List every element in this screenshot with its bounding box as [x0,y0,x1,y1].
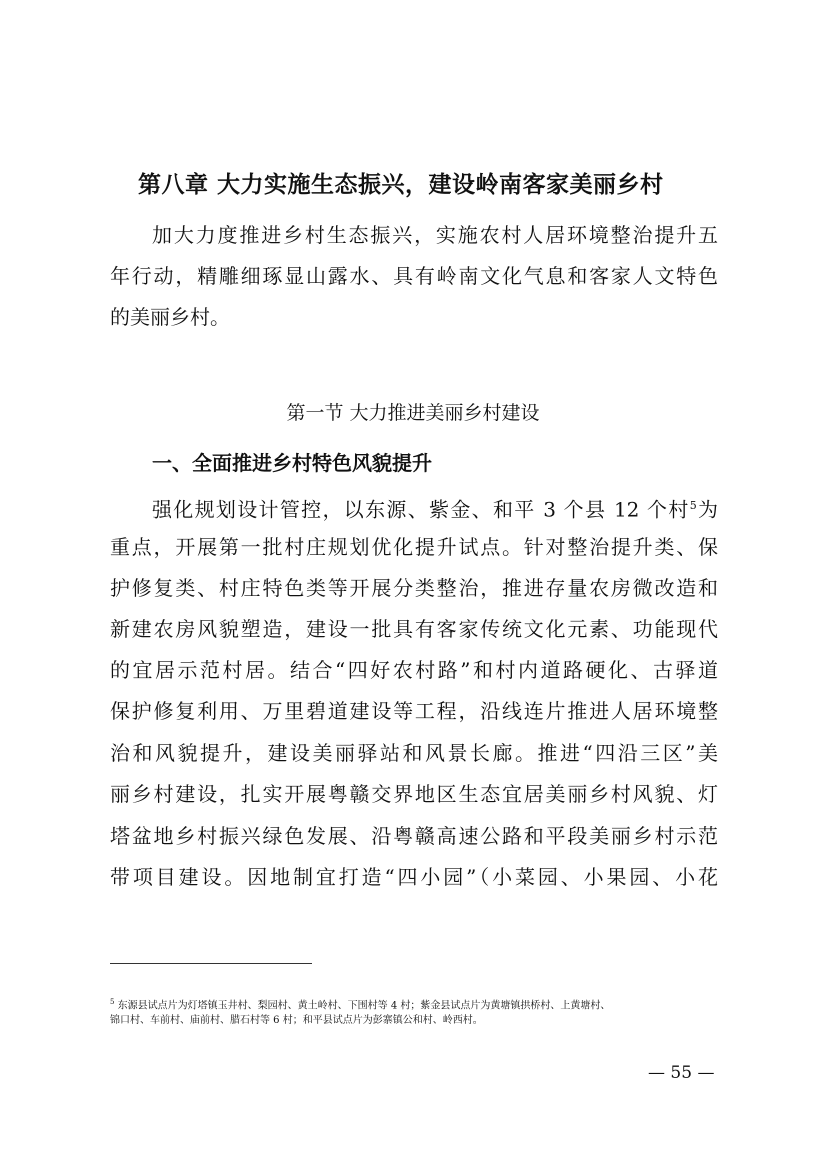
text: 强化规划设计管控，以东源、紫金、和平 3 个县 12 个村 [152,497,690,522]
paragraph-line: 带项目建设。因地制宜打造“四小园”（小菜园、小果园、小花 [110,865,718,889]
paragraph-line: 的美丽乡村。 [110,305,230,329]
footnote-divider [110,963,312,964]
paragraph-line: 治和风貌提升，建设美丽驿站和风景长廊。推进“四沿三区”美 [110,741,718,765]
paragraph-line: 丽乡村建设，扎实开展粤赣交界地区生态宜居美丽乡村风貌、灯 [110,782,718,806]
paragraph-line: 保护修复利用、万里碧道建设等工程，沿线连片推进人居环境整 [110,699,718,723]
text: 东源县试点片为灯塔镇玉井村、梨园村、黄土岭村、下围村等 4 村；紫金县试点片为黄塘镇拱桥村、上黄塘村、 [117,1000,611,1012]
paragraph-line: 新建农房风貌塑造，建设一批具有客家传统文化元素、功能现代 [110,617,718,641]
footnote-ref[interactable]: 5 [689,499,697,512]
paragraph-line: 重点，开展第一批村庄规划优化提升试点。针对整治提升类、保 [110,535,718,559]
paragraph-line: 年行动，精雕细琢显山露水、具有岭南文化气息和客家人文特色 [110,264,718,288]
chapter-title: 第八章 大力实施生态振兴，建设岭南客家美丽乡村 [138,172,664,198]
paragraph-line: 塔盆地乡村振兴绿色发展、沿粤赣高速公路和平段美丽乡村示范 [110,824,718,848]
subsection-title: 一、全面推进乡村特色风貌提升 [152,451,432,475]
page-number: — 55 — [648,1063,715,1083]
footnote-line: 锦口村、车前村、庙前村、腊石村等 6 村；和平县试点片为彭寨镇公和村、岭西村。 [110,1015,483,1026]
section-title: 第一节 大力推进美丽乡村建设 [286,402,540,424]
paragraph-line: 的宜居示范村居。结合“四好农村路”和村内道路硬化、古驿道 [110,658,718,682]
paragraph-line [152,492,718,524]
footnote-mark: 5 [110,998,115,1006]
footnote-line [110,995,720,1013]
text: 为 [696,497,718,522]
paragraph-line: 护修复类、村庄特色类等开展分类整治，推进存量农房微改造和 [110,576,718,600]
paragraph-line: 加大力度推进乡村生态振兴，实施农村人居环境整治提升五 [152,223,718,247]
